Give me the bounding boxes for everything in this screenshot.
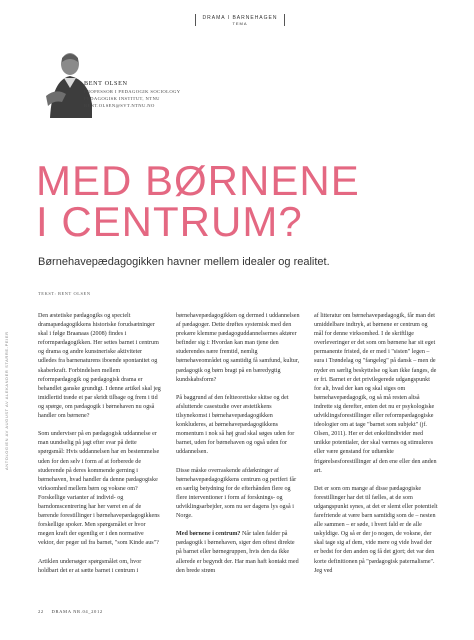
headline-line-1: MED BØRNENE <box>36 157 360 204</box>
side-credit: ANTOLOGIEN AV AUGUST AV ALEKANDER STARRE-PEIER <box>4 331 9 470</box>
paragraph-text: Når talen falder på pædagogik i børnehaven, siger den oftest direkte på barnet eller børnegruppen, hvis den da ikke allerede er begyndt der. Har man haft kontakt med den brede strøm <box>176 531 299 574</box>
author-email: BENT.OLSEN@SVT.NTNU.NO <box>84 103 155 109</box>
paragraph: På baggrund af den feltteoretiske skitse og det afsluttende casestudie over æstetikkens tilsynekomst i børnehavepædagogikken konkluderes, at børnehavepædagogikkens momentum i nok så høj grad skal søges uden for barnet, uden for børnehaven og også uden for uddannelsen. <box>176 394 295 456</box>
paragraph: Artiklen undersøger spørgsmålet om, hvor holdbart det er at sætte barnet i centrum i <box>38 558 142 574</box>
page-footer <box>38 609 103 614</box>
byline: TEKST: BENT OLSEN <box>38 291 91 296</box>
paragraph: Som underviser på en pædagogisk uddannelse er man uundselig på jagt efter svar på dette spørgsmål: Hvis uddannelsen har en bestemmelse uden for den selv i form af at forberede de studerende på deres kommende gerning i børnehaven, hvad handler da denne pædagogiske virksomhed mellem børn og voksne om? Forskellige varianter af individ- og barndomscentrering har her været en af de bærende forestillinger i børnehavepædagogikkens forskellige spoker. Men spørgsmålet er hvor megen kraft der egentlig er i den normative vektor, der peger ud fra barnet, "som Kinde aus"? <box>38 431 160 547</box>
author-name: BENT OLSEN <box>84 80 128 87</box>
author-institute: PEDAGOGISK INSTITUT, NTNU <box>84 96 160 102</box>
paragraph <box>176 530 300 575</box>
paragraph: Det er som om mange af disse pædagogiske forestillinger har det til fælles, at de som udgangspunkt synes, at det er slemt eller potentielt farefriende at være barn samtidig som de – nesten alle sammen – er søde, i hvert fald er de alle uskyldige. Og så er der jo nogen, de voksne, der skal tage sig af dem, vide mere og vide hvad der er bedst for den anden og få det gjort; det var den korte definitionen på "pædagogisk paternalisme". Jeg ved <box>314 485 438 574</box>
brand-title: DRAMA I BARNEHAGEN <box>202 15 278 21</box>
magazine-brand <box>195 14 285 26</box>
paragraph: børnehavepædagogikken og dermed i uddannelsen af pædagoger. Dette drøftes systemisk med den prekære klemme pædagoguddannelsernes aktører befinder sig i: Hvordan kan man tjene den studerendes nære fremtid, nemlig børnehaveområdet og samtidig få samfund, kultur, pædagogik og børn bragt på en bæredygtig kundskabsform? <box>176 313 300 383</box>
author-info <box>84 80 224 110</box>
text-column-1 <box>38 312 162 585</box>
magazine-issue: DRAMA NR.04_2012 <box>51 609 103 614</box>
author-role: PROFESSOR I PEDAGOGIK SOCIOLOGY <box>84 89 181 94</box>
article-headline <box>36 157 456 245</box>
section-lead: Med børnene i centrum? <box>176 531 241 538</box>
page-number: 22 <box>38 609 44 614</box>
paragraph: Disse måske overraskende afdækninger af børnehavepædagogikkens centrum og periferi får en særlig betydning for de efterhånden flere og flere interventioner i form af forsknings- og udviklingsarbejder, som nu ser dagens lys også i Norge. <box>176 467 297 520</box>
headline-line-2: I CENTRUM? <box>36 198 303 245</box>
paragraph: af litteratur om børnehavepædagogik, får man det umiddelbare indtryk, at børnene er centrum og mål for denne virksomhed. I de skriftlige overleveringer er det som om børnene har sit eget permanente fristed, de er med i "sisten" legen – sura i Trøndelag og "fangeleg" på dansk – men de nyder en særlig beskyttelse og kan ikke fanges, de er fri. Barnet er det privilegerede udgangspunkt for alt, hvad der kan og skal siges om børnehavepædagogik, og så må resten altså indrette sig derefter, enten det nu er psykologiske udviklingsforestillinger eller reformpædagogiske ideologier om at tage "barnet som subjekt" (jf. Olsen, 2011). Her er det enkeltindivider med unikke potentialer, der skal værnes og stimuleres eller være genstand for udtænkte frigørelsesforestillinger af den ene eller den anden art. <box>314 313 437 474</box>
paragraph: Den æstetiske pædagogiks og specielt dramapædagogikkens historiske forudsætninger skal i følge Braanaas (2008) findes i reformpædagogikken. Her settes barnet i centrum og drama og andre kunstneriske aktiviteter udledes fra barnenaturens iboende spontanitet og skaberkraft. Forbindelsen mellem reformpædagogik og pædagogisk drama er behandlet ganske grundigt. I denne artikel skal jeg imidlertid træde et par skridt tilbage og frem i tid og spørge, om pædagogik i børnehaven nu også handler om børnene? <box>38 313 161 420</box>
article-subtitle: Børnehavepædagogikken havner mellem idealer og realitet. <box>38 256 330 268</box>
brand-section: TEMA <box>232 21 248 26</box>
text-column-3 <box>314 312 438 585</box>
text-column-2 <box>176 312 300 585</box>
